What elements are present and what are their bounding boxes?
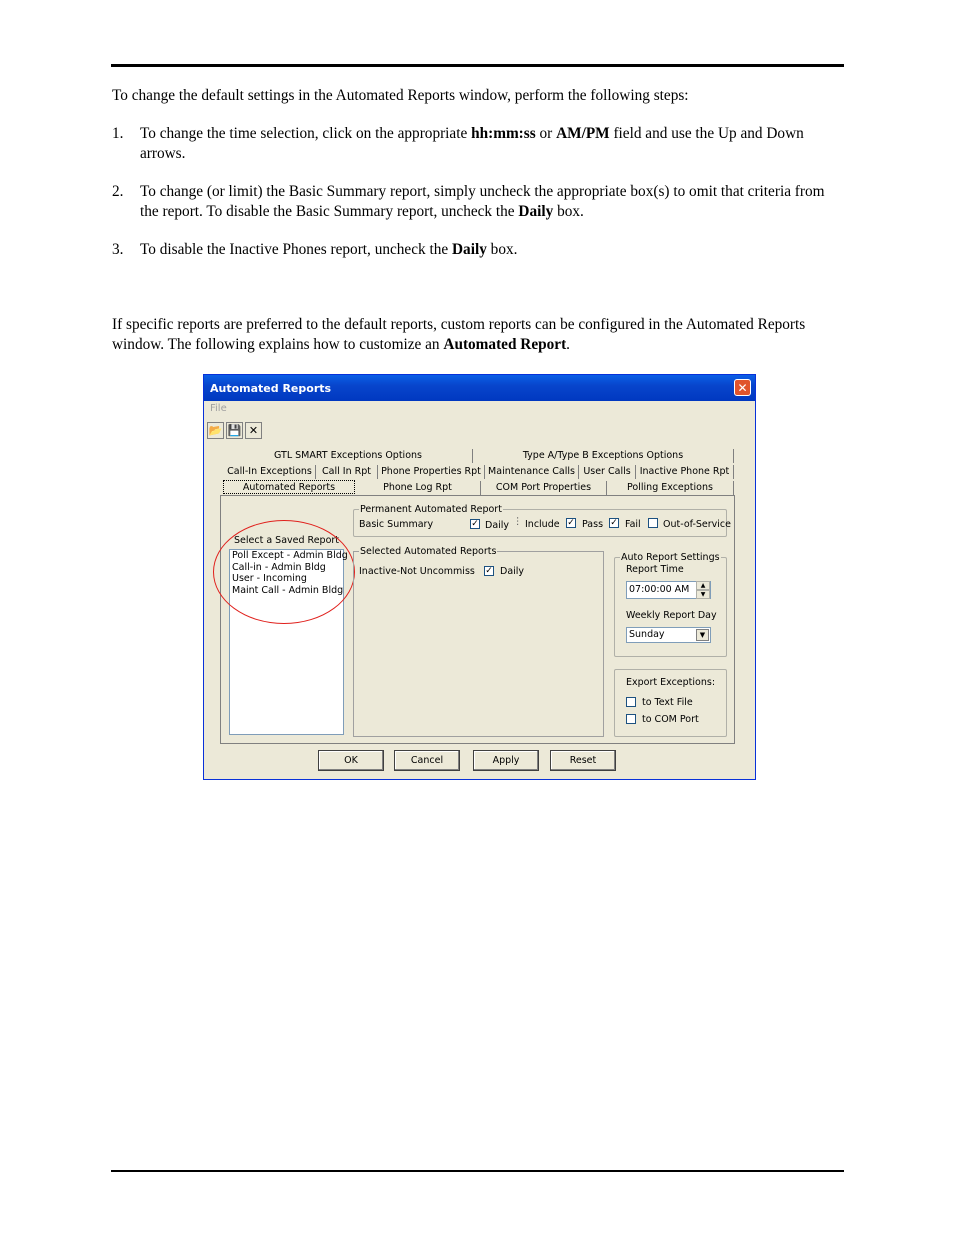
fail-checkbox[interactable]: ✓ [610, 518, 618, 528]
footer-rule [111, 1170, 844, 1172]
list-item[interactable]: Call-in - Admin Bldg [232, 561, 326, 573]
basic-summary-label: Basic Summary [359, 519, 434, 530]
tab-gtl-smart-exceptions[interactable]: GTL SMART Exceptions Options [224, 449, 473, 463]
header-rule [111, 64, 844, 67]
out-of-service-label: Out-of-Service [663, 519, 732, 530]
custom-paragraph: If specific reports are preferred to the default reports, custom reports can be configured in the Automated Reports window. The following explains how to customize an Automated Report. [112, 316, 806, 353]
step-number: 2. [112, 183, 124, 200]
weekly-day-value: Sunday [629, 629, 665, 640]
tab-com-port-properties[interactable]: COM Port Properties [481, 481, 607, 495]
out-of-service-checkbox[interactable] [648, 518, 658, 528]
automated-reports-dialog [203, 374, 756, 780]
tab-phone-properties-rpt[interactable]: Phone Properties Rpt [378, 465, 485, 479]
apply-button[interactable]: Apply [473, 750, 539, 771]
pass-label: Pass [582, 519, 604, 530]
pass-checkbox[interactable]: ✓ [567, 518, 575, 528]
report-time-field[interactable]: 07:00:00 AM [626, 581, 711, 599]
saved-report-list[interactable] [229, 549, 348, 735]
tab-maintenance-calls[interactable]: Maintenance Calls [485, 465, 579, 479]
basic-daily-label: Daily [485, 520, 510, 531]
text-file-label: to Text File [642, 697, 693, 708]
step-text: To change the time selection, click on the appropriate hh:mm:ss or AM/PM field and use the Up and Down arrows. [140, 125, 804, 162]
tab-user-calls[interactable]: User Calls [579, 465, 636, 479]
step-3 [112, 240, 847, 260]
step-1 [112, 124, 847, 164]
selected-reports-label: Selected Automated Reports [360, 546, 497, 557]
step-2 [112, 182, 847, 222]
saved-report-label: Select a Saved Report [234, 535, 340, 546]
report-time-label: Report Time [626, 564, 684, 575]
open-folder-icon[interactable]: 📂 [208, 424, 223, 437]
inactive-report-label: Inactive-Not Uncommiss [359, 566, 475, 577]
ok-button[interactable]: OK [318, 750, 384, 771]
tab-inactive-phone-rpt[interactable]: Inactive Phone Rpt [636, 465, 734, 479]
auto-report-settings-label: Auto Report Settings [621, 552, 720, 563]
tab-phone-log-rpt[interactable]: Phone Log Rpt [355, 481, 481, 495]
step-number: 1. [112, 125, 124, 142]
tab-automated-reports[interactable]: Automated Reports [223, 480, 355, 494]
step-number: 3. [112, 241, 124, 258]
tab-call-in-rpt[interactable]: Call In Rpt [316, 465, 378, 479]
com-port-label: to COM Port [642, 714, 699, 725]
selected-reports-panel [353, 551, 604, 737]
close-icon[interactable]: ✕ [245, 422, 262, 439]
dialog-title: Automated Reports [210, 382, 332, 395]
cancel-button[interactable]: Cancel [394, 750, 460, 771]
reset-button[interactable]: Reset [550, 750, 616, 771]
export-exceptions-label: Export Exceptions: [626, 677, 716, 688]
basic-daily-checkbox[interactable]: ✓ [471, 519, 479, 529]
step-text: To disable the Inactive Phones report, uncheck the Daily box. [140, 241, 518, 258]
chevron-down-icon[interactable]: ▼ [696, 629, 709, 641]
title-bar [204, 375, 755, 401]
inactive-daily-checkbox[interactable]: ✓ [485, 566, 493, 576]
include-label: Include [525, 519, 560, 530]
list-item[interactable]: Poll Except - Admin Bldg [232, 550, 348, 561]
menu-file[interactable]: File [210, 403, 227, 414]
time-down-arrow[interactable]: ▼ [696, 590, 710, 599]
list-item[interactable]: User - Incoming [232, 573, 307, 584]
save-icon[interactable]: 💾 [227, 424, 242, 437]
permanent-report-label: Permanent Automated Report [360, 504, 502, 515]
text-file-checkbox[interactable] [626, 697, 636, 707]
time-up-arrow[interactable]: ▲ [696, 581, 710, 590]
close-button[interactable]: ✕ [734, 379, 751, 396]
tab-type-ab-exceptions[interactable]: Type A/Type B Exceptions Options [473, 449, 734, 463]
tab-polling-exceptions[interactable]: Polling Exceptions [607, 481, 734, 495]
intro-paragraph: To change the default settings in the Automated Reports window, perform the following steps: [112, 87, 689, 104]
tab-call-in-exceptions[interactable]: Call-In Exceptions [224, 465, 316, 479]
fail-label: Fail [625, 519, 641, 530]
separator: ⋮ [513, 516, 523, 527]
com-port-checkbox[interactable] [626, 714, 636, 724]
weekly-day-label: Weekly Report Day [626, 610, 717, 621]
step-text: To change (or limit) the Basic Summary report, simply uncheck the appropriate box(s) to omit that criteria from the report. To disable the Basic Summary report, uncheck the Daily box. [140, 183, 825, 220]
weekly-day-select[interactable] [626, 627, 711, 643]
inactive-daily-label: Daily [500, 566, 525, 577]
list-item[interactable]: Maint Call - Admin Bldg [232, 584, 344, 596]
